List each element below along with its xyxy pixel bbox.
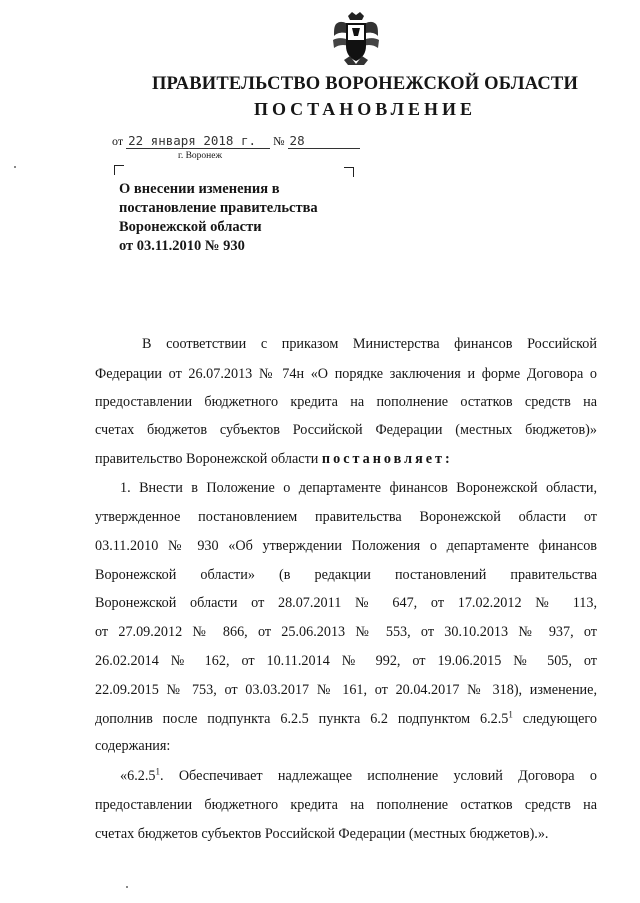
- coat-of-arms-icon: [330, 10, 382, 66]
- item-line: 1. Внести в Положение о департаменте финансов Воронежской области,: [120, 480, 597, 496]
- superscript: 1: [155, 766, 160, 777]
- quote-line-rest: . Обеспечивает надлежащее исполнение условий Договора о: [159, 768, 597, 784]
- quote-line: [120, 768, 597, 785]
- item-line: 03.11.2010 № 930 «Об утверждении Положения о департаменте финансов: [95, 538, 597, 554]
- number-prefix: №: [273, 134, 285, 148]
- document-number: 28: [288, 133, 360, 149]
- date-prefix: от: [112, 134, 124, 148]
- scan-speck: [126, 886, 128, 888]
- item-line: содержания:: [95, 738, 171, 754]
- document-meta: [112, 133, 360, 149]
- body-line: предоставлении бюджетного кредита на пополнение остатков средств на: [95, 394, 597, 410]
- quote-start: «6.2.5: [120, 768, 156, 784]
- item-line: от 27.09.2012 № 866, от 25.06.2013 № 553, от 30.10.2013 № 937, от: [95, 624, 597, 640]
- subject-line: от 03.11.2010 № 930: [119, 238, 245, 254]
- document-city: г. Воронеж: [178, 151, 223, 161]
- item-line: 22.09.2015 № 753, от 03.03.2017 № 161, от 20.04.2017 № 318), изменение,: [95, 682, 597, 698]
- item-line: 26.02.2014 № 162, от 10.11.2014 № 992, от 19.06.2015 № 505, от: [95, 653, 597, 669]
- subject-line: О внесении изменения в: [119, 181, 280, 197]
- item-line: [95, 711, 597, 728]
- subject-corner-left: [114, 165, 124, 175]
- item-line: утвержденное постановлением правительства Воронежской области от: [95, 509, 597, 525]
- document-subject: [119, 180, 379, 256]
- supplement-text-end: следующего: [512, 711, 597, 727]
- resolves-line: [95, 451, 597, 468]
- subject-line: Воронежской области: [119, 219, 262, 235]
- organization-title: ПРАВИТЕЛЬСТВО ВОРОНЕЖСКОЙ ОБЛАСТИ: [151, 74, 579, 94]
- quote-line: предоставлении бюджетного кредита на пополнение остатков средств на: [95, 797, 597, 813]
- item-line: Воронежской области» (в редакции постановлений правительства: [95, 567, 597, 583]
- resolves-word: постановляет:: [321, 451, 453, 467]
- body-line: счетах бюджетов субъектов Российской Федерации (местных бюджетов)»: [95, 422, 597, 438]
- superscript: 1: [508, 709, 513, 720]
- body-line: В соответствии с приказом Министерства финансов Российской: [142, 336, 597, 352]
- scan-speck: [14, 166, 16, 168]
- document-date: 22 января 2018 г.: [126, 133, 270, 149]
- quote-line: счетах бюджетов субъектов Российской Федерации (местных бюджетов).».: [95, 826, 549, 842]
- supplement-text: дополнив после подпункта 6.2.5 пункта 6.2 подпунктом 6.2.5: [95, 711, 509, 727]
- subject-line: постановление правительства: [119, 200, 318, 216]
- subject-corner-right: [344, 167, 354, 177]
- body-line: Федерации от 26.07.2013 № 74н «О порядке заключения и форме Договора о: [95, 366, 597, 382]
- item-line: Воронежской области от 28.07.2011 № 647, от 17.02.2012 № 113,: [95, 595, 597, 611]
- resolves-prefix: правительство Воронежской области: [95, 451, 319, 467]
- document-type: ПОСТАНОВЛЕНИЕ: [253, 99, 477, 119]
